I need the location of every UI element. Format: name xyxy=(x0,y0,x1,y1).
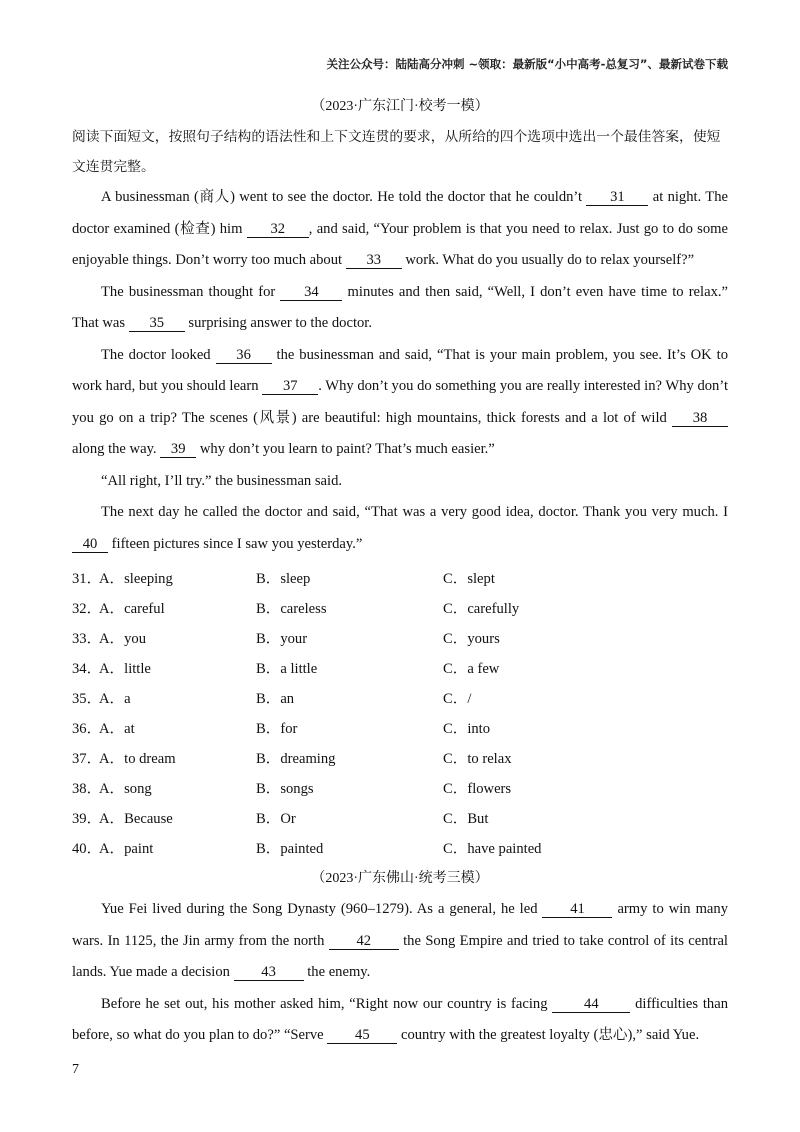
option-c[interactable]: C．carefully xyxy=(443,601,520,617)
option-a[interactable]: A．you xyxy=(99,631,147,647)
option-a[interactable]: A．to dream xyxy=(99,751,176,767)
blank-40: 40 xyxy=(72,536,108,553)
blank-38: 38 xyxy=(672,410,728,427)
blank-42: 42 xyxy=(329,933,399,950)
option-b[interactable]: B．painted xyxy=(256,841,324,857)
option-c[interactable]: C．/ xyxy=(443,691,472,707)
paragraph-1: A businessman (商人) went to see the doctor. He told the doctor that he couldn’t 31 at night. The doctor examined (检查) him 32 , and said, “Your problem is that you need to relax. Just go to do some enjoyable things. Don’t worry too much about 33 work. What do you usually do to relax yourself?” xyxy=(72,189,728,268)
blank-31: 31 xyxy=(586,189,648,206)
blank-37: 37 xyxy=(262,378,318,395)
blank-35: 35 xyxy=(129,315,185,332)
paragraph-5: The next day he called the doctor and said, “That was a very good idea, doctor. Thank you very much. I 40 fifteen pictures since I saw you yesterday.” xyxy=(72,497,728,560)
option-row: 33． A．you B．your C．yours xyxy=(72,624,728,654)
page-number: 7 xyxy=(72,1062,79,1077)
option-row: 32． A．careful B．careless C．carefully xyxy=(72,594,728,624)
blank-36: 36 xyxy=(216,347,272,364)
blank-39: 39 xyxy=(160,441,196,458)
option-b[interactable]: B．sleep xyxy=(256,571,311,587)
option-row: 31． A．sleeping B．sleep C．slept xyxy=(72,564,728,594)
blank-43: 43 xyxy=(234,964,304,981)
blank-33: 33 xyxy=(346,252,402,269)
option-c[interactable]: C．into xyxy=(443,721,491,737)
option-a[interactable]: A．Because xyxy=(99,811,173,827)
option-b[interactable]: B．a little xyxy=(256,661,318,677)
option-row: 36． A．at B．for C．into xyxy=(72,714,728,744)
option-c[interactable]: C．to relax xyxy=(443,751,512,767)
instructions: 阅读下面短文，按照句子结构的语法性和上下文连贯的要求，从所给的四个选项中选出一个最佳答案，使短文连贯完整。 xyxy=(72,129,721,175)
option-b[interactable]: B．dreaming xyxy=(256,751,336,767)
option-b[interactable]: B．careless xyxy=(256,601,327,617)
option-b[interactable]: B．Or xyxy=(256,811,296,827)
option-a[interactable]: A．at xyxy=(99,721,135,737)
option-c[interactable]: C．flowers xyxy=(443,781,512,797)
document-body xyxy=(72,92,728,1052)
option-row: 38． A．song B．songs C．flowers xyxy=(72,774,728,804)
option-c[interactable]: C．But xyxy=(443,811,489,827)
option-b[interactable]: B．an xyxy=(256,691,295,707)
options-list xyxy=(72,564,728,864)
paragraph-3: The doctor looked 36 the businessman and said, “That is your main problem, you see. It’s OK to work hard, but you should learn 37 . Why don’t you do something you are really interested in? Why don’t you go on a trip? The scenes (风景) are beautiful: high mountains, thick forests and a lot of wild 38 along the way. 39 why don’t you learn to paint? That’s much easier.” xyxy=(72,346,729,457)
paragraph-6: Yue Fei lived during the Song Dynasty (960–1279). As a general, he led 41 army to win many wars. In 1125, the Jin army from the north 42 the Song Empire and tried to take control of its central lands. Yue made a decision 43 the enemy. xyxy=(72,901,728,980)
blank-41: 41 xyxy=(542,901,612,918)
option-b[interactable]: B．songs xyxy=(256,781,314,797)
blank-44: 44 xyxy=(552,996,630,1013)
blank-34: 34 xyxy=(280,284,342,301)
paragraph-4: “All right, I’ll try.” the businessman said. xyxy=(101,472,343,489)
option-c[interactable]: C．have painted xyxy=(443,841,542,857)
option-a[interactable]: A．careful xyxy=(99,601,165,617)
paragraph-2: The businessman thought for 34 minutes and then said, “Well, I don’t even have time to relax.” That was 35 surprising answer to the doctor. xyxy=(72,283,728,331)
option-a[interactable]: A．sleeping xyxy=(99,571,173,587)
option-b[interactable]: B．your xyxy=(256,631,308,647)
source-label-2: （2023·广东佛山·统考三模） xyxy=(311,871,489,886)
option-row: 35． A．a B．an C．/ xyxy=(72,684,728,714)
option-a[interactable]: A．little xyxy=(99,661,151,677)
page-header: 关注公众号：陆陆高分冲刺 ~领取：最新版“小中高考-总复习”、最新试卷下载 xyxy=(326,57,728,71)
blank-45: 45 xyxy=(327,1027,397,1044)
option-c[interactable]: C．yours xyxy=(443,631,500,647)
paragraph-7: Before he set out, his mother asked him, “Right now our country is facing 44 difficulties than before, so what do you plan to do?” “Serve 45 country with the greatest loyalty (忠心),” said Yue. xyxy=(72,995,728,1043)
option-a[interactable]: A．paint xyxy=(99,841,154,857)
option-c[interactable]: C．a few xyxy=(443,661,500,677)
option-row: 37． A．to dream B．dreaming C．to relax xyxy=(72,744,728,774)
option-row: 34． A．little B．a little C．a few xyxy=(72,654,728,684)
option-row: 40． A．paint B．painted C．have painted xyxy=(72,834,728,864)
blank-32: 32 xyxy=(247,221,309,238)
option-a[interactable]: A．song xyxy=(99,781,152,797)
option-c[interactable]: C．slept xyxy=(443,571,495,587)
option-row: 39． A．Because B．Or C．But xyxy=(72,804,728,834)
option-b[interactable]: B．for xyxy=(256,721,298,737)
source-label-1: （2023·广东江门·校考一模） xyxy=(311,99,489,114)
option-a[interactable]: A．a xyxy=(99,691,131,707)
